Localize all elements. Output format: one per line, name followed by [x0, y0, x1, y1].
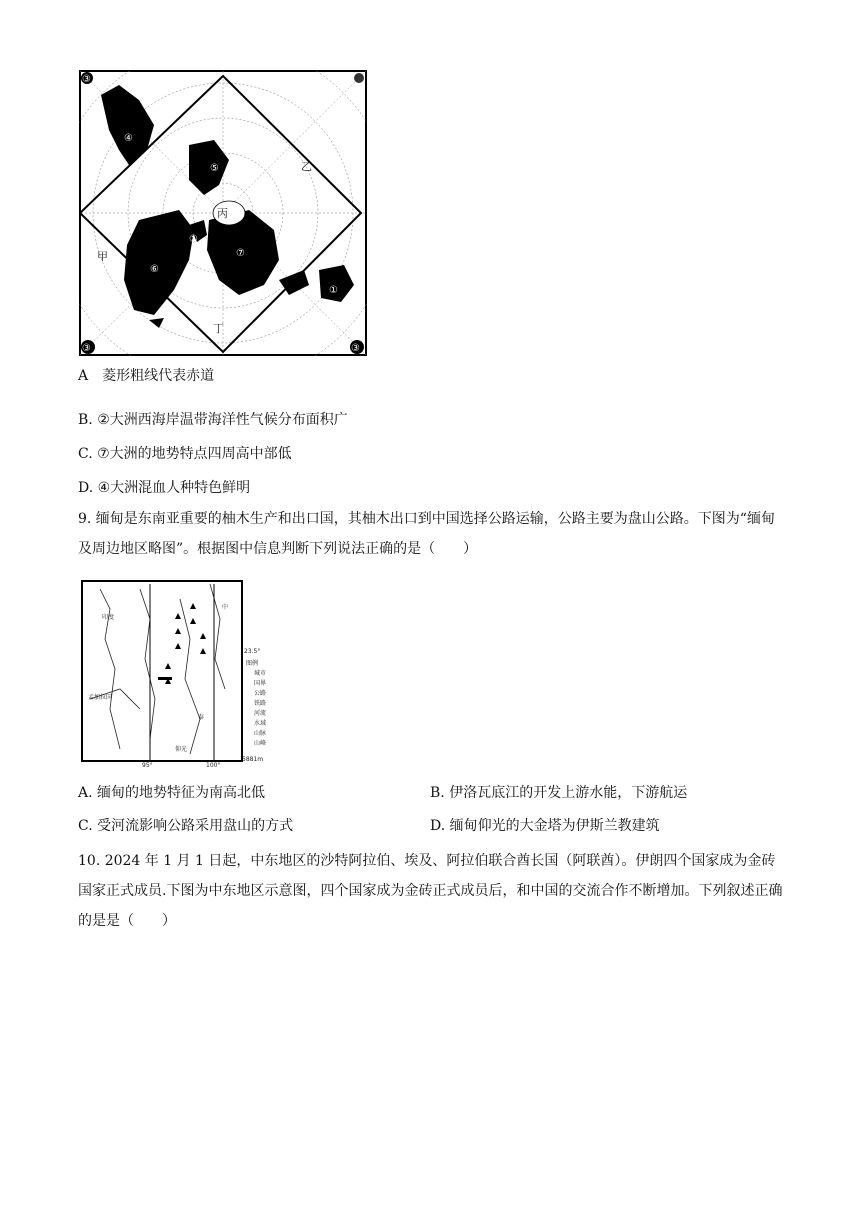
label-c7: ⑦ [236, 248, 245, 259]
world-polar-map [79, 70, 367, 356]
myanmar-label-china: 中 [222, 604, 229, 611]
lon-label-100: 100° [206, 762, 221, 767]
q9-option-c: C. 受河流影响公路采用盘山的方式 [78, 818, 294, 834]
legend-title: 图例 [246, 660, 259, 667]
legend-item-6: 山脉 [254, 730, 267, 737]
label-c3-tl: ③ [82, 74, 91, 85]
q10-stem: 10. 2024 年 1 月 1 日起，中东地区的沙特阿拉伯、埃及、阿拉伯联合酋长国（阿联酋）。伊朗四个国家成为金砖国家正式成员.下图为中东地区示意图，四个国家成为金砖正式成员后，和中国的交流合作不断增加。下列叙述正确的是是（ ） [78, 853, 783, 929]
lon-label-95: 95° [142, 762, 153, 767]
label-c1: ① [329, 285, 338, 296]
q9-option-d: D. 缅甸仰光的大金塔为伊斯兰教建筑 [430, 818, 660, 834]
legend-item-2: 公路 [254, 690, 267, 697]
label-c4: ④ [124, 133, 133, 144]
label-c5: ⑤ [210, 163, 219, 174]
q9-option-a: A. 缅甸的地势特征为南高北低 [78, 785, 266, 801]
legend-item-7: 山峰 [254, 740, 267, 747]
myanmar-map [80, 579, 268, 767]
q8-option-d: D. ④大洲混血人种特色鲜明 [78, 480, 251, 496]
legend-item-0: 城市 [254, 670, 267, 677]
q8-option-a: A 菱形粗线代表赤道 [78, 368, 215, 384]
label-ding: 丁 [213, 322, 224, 335]
q9-option-b: B. 伊洛瓦底江的开发上游水能，下游航运 [430, 785, 688, 801]
myanmar-label-india: 印度 [102, 614, 115, 621]
label-c2: ② [189, 234, 198, 245]
q9-stem: 9. 缅甸是东南亚重要的柚木生产和出口国，其柚木出口到中国选择公路运输，公路主要为盘山公路。下图为“缅甸及周边地区略图”。根据图中信息判断下列说法正确的是（ ） [78, 511, 775, 557]
label-jia: 甲 [97, 250, 108, 263]
label-bing: 丙 [217, 207, 228, 220]
myanmar-label-city: 仰光 [175, 746, 188, 753]
legend-item-1: 国界 [254, 680, 267, 687]
label-yi: 乙 [301, 160, 312, 173]
legend-elev: 5881m [242, 756, 264, 763]
myanmar-label-thai: 泰 [198, 714, 205, 721]
label-c3-bl: ③ [82, 343, 91, 354]
legend-item-3: 铁路 [254, 700, 267, 707]
label-c3-br: ③ [351, 343, 360, 354]
lat-label: 23.5° [244, 648, 261, 655]
legend-item-5: 水域 [254, 720, 267, 727]
label-c6: ⑥ [150, 264, 159, 275]
myanmar-label-bangla: 孟加拉国 [88, 694, 113, 701]
legend-item-4: 河流 [254, 710, 267, 717]
q8-option-b: B. ②大洲西海岸温带海洋性气候分布面积广 [78, 412, 348, 428]
q8-option-c: C. ⑦大洲的地势特点四周高中部低 [78, 446, 292, 462]
